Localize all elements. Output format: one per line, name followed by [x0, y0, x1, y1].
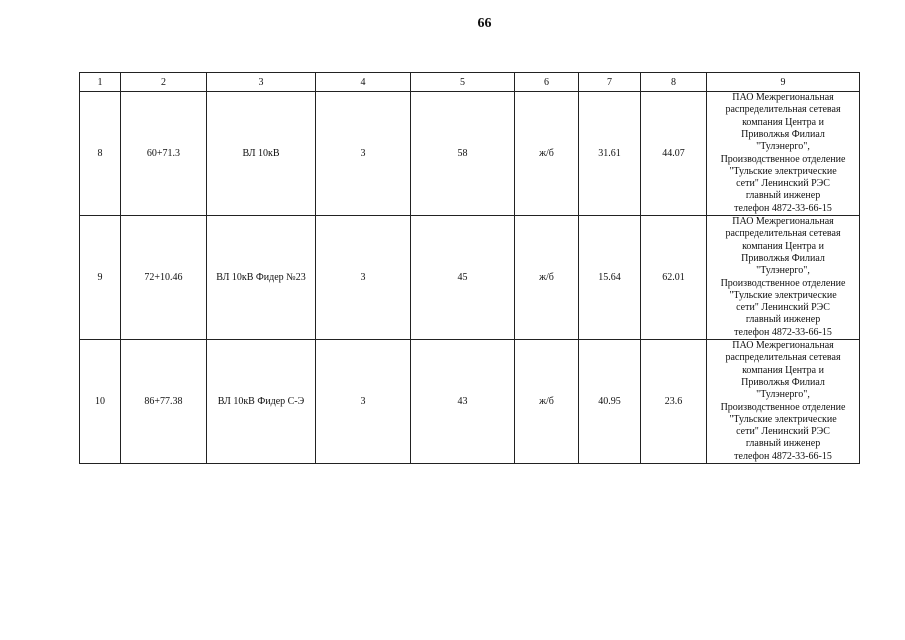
org-line: главный инженер	[745, 438, 821, 450]
col4-cell: 3	[316, 216, 411, 340]
org-line: компания Центра и	[742, 240, 824, 252]
header-row	[80, 73, 860, 92]
org-line: Производственное отделение	[720, 153, 846, 165]
material-cell: ж/б	[515, 92, 579, 216]
owner-org-cell	[707, 92, 860, 216]
org-line: Производственное отделение	[720, 277, 846, 289]
column-header: 2	[121, 73, 207, 92]
line-name-cell: ВЛ 10кВ Фидер №23	[207, 216, 316, 340]
line-name-cell: ВЛ 10кВ Фидер С-Э	[207, 340, 316, 464]
org-line: "Тульские электрические	[729, 165, 837, 177]
column-header: 6	[515, 73, 579, 92]
material-cell: ж/б	[515, 340, 579, 464]
picket-cell: 60+71.3	[121, 92, 207, 216]
page-number: 66	[477, 16, 492, 31]
org-line: телефон 4872-33-66-15	[734, 326, 832, 338]
org-line: ПАО Межрегиональная	[732, 92, 834, 104]
column-header: 8	[641, 73, 707, 92]
org-line: главный инженер	[745, 190, 821, 202]
data-table	[79, 72, 860, 464]
org-line: распределительная сетевая	[725, 104, 841, 116]
col5-cell: 45	[411, 216, 515, 340]
col8-cell: 44.07	[641, 92, 707, 216]
col7-cell: 40.95	[579, 340, 641, 464]
material-cell: ж/б	[515, 216, 579, 340]
col5-cell: 43	[411, 340, 515, 464]
column-header: 3	[207, 73, 316, 92]
org-line: компания Центра и	[742, 116, 824, 128]
row-number: 8	[80, 92, 121, 216]
org-line: телефон 4872-33-66-15	[734, 202, 832, 214]
col5-cell: 58	[411, 92, 515, 216]
org-line: "Тулэнерго",	[756, 389, 810, 401]
org-line: ПАО Межрегиональная	[732, 340, 834, 352]
org-line: Приволжья Филиал	[741, 376, 825, 388]
org-line: "Тульские электрические	[729, 413, 837, 425]
org-line: "Тулэнерго",	[756, 141, 810, 153]
org-line: распределительная сетевая	[725, 352, 841, 364]
org-line: сети" Ленинский РЭС	[736, 426, 830, 438]
org-line: ПАО Межрегиональная	[732, 216, 834, 228]
picket-cell: 72+10.46	[121, 216, 207, 340]
owner-org-cell	[707, 340, 860, 464]
column-header: 5	[411, 73, 515, 92]
col7-cell: 15.64	[579, 216, 641, 340]
column-header: 1	[80, 73, 121, 92]
owner-org-cell	[707, 216, 860, 340]
org-line: Производственное отделение	[720, 401, 846, 413]
table-row	[80, 216, 860, 340]
org-line: телефон 4872-33-66-15	[734, 450, 832, 462]
col8-cell: 23.6	[641, 340, 707, 464]
column-header: 9	[707, 73, 860, 92]
line-name-cell: ВЛ 10кВ	[207, 92, 316, 216]
org-line: компания Центра и	[742, 364, 824, 376]
org-line: Приволжья Филиал	[741, 128, 825, 140]
column-header: 4	[316, 73, 411, 92]
org-line: сети" Ленинский РЭС	[736, 178, 830, 190]
picket-cell: 86+77.38	[121, 340, 207, 464]
col4-cell: 3	[316, 340, 411, 464]
col4-cell: 3	[316, 92, 411, 216]
column-header: 7	[579, 73, 641, 92]
row-number: 10	[80, 340, 121, 464]
org-line: главный инженер	[745, 314, 821, 326]
org-line: "Тульские электрические	[729, 289, 837, 301]
table-row	[80, 92, 860, 216]
org-line: "Тулэнерго",	[756, 265, 810, 277]
table-row	[80, 340, 860, 464]
col8-cell: 62.01	[641, 216, 707, 340]
org-line: сети" Ленинский РЭС	[736, 302, 830, 314]
org-line: распределительная сетевая	[725, 228, 841, 240]
org-line: Приволжья Филиал	[741, 252, 825, 264]
col7-cell: 31.61	[579, 92, 641, 216]
row-number: 9	[80, 216, 121, 340]
